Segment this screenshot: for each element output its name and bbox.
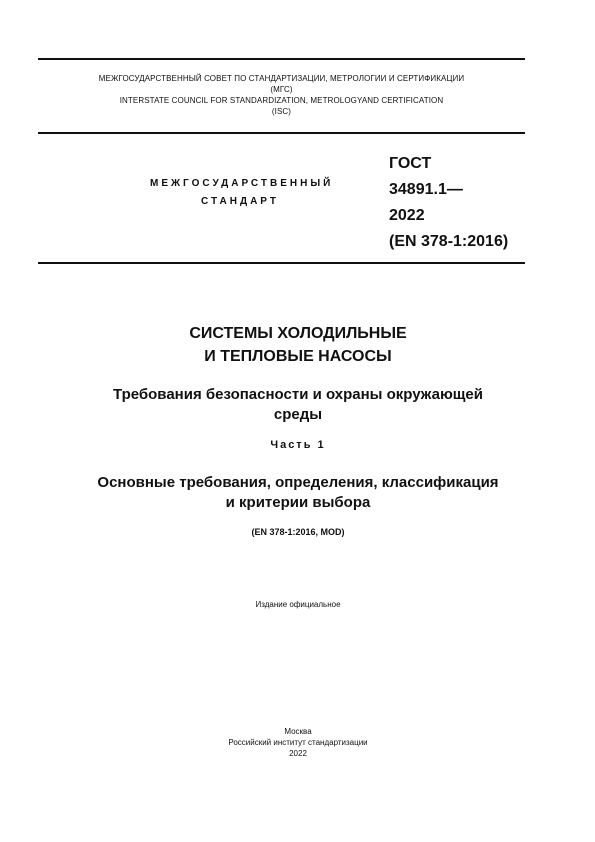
council-name-en: INTERSTATE COUNCIL FOR STANDARDIZATION, METROLOGYAND CERTIFICATION	[119, 96, 444, 105]
standard-label	[150, 175, 334, 211]
council-abbr-en: (ISC)	[271, 107, 292, 116]
imprint-publisher: Российский институт стандартизации	[228, 738, 368, 747]
header-divider	[38, 132, 525, 134]
main-title-line1: СИСТЕМЫ ХОЛОДИЛЬНЫЕ	[189, 325, 407, 342]
part-title-line2: и критерии выбора	[225, 494, 371, 511]
part-title-line1: Основные требования, определения, классификация	[97, 474, 499, 491]
designation-divider	[38, 262, 525, 264]
part-title	[24, 473, 572, 513]
gost-line1: ГОСТ	[389, 155, 432, 172]
main-title-line2: И ТЕПЛОВЫЕ НАСОСЫ	[204, 348, 392, 365]
subtitle-line1: Требования безопасности и охраны окружающей	[112, 386, 483, 403]
main-title	[38, 322, 558, 368]
gost-line2: 34891.1—	[389, 181, 463, 198]
council-name-ru: МЕЖГОСУДАРСТВЕННЫЙ СОВЕТ ПО СТАНДАРТИЗАЦИИ, МЕТРОЛОГИИ И СЕРТИФИКАЦИИ	[98, 74, 465, 83]
standard-label-line2: СТАНДАРТ	[201, 196, 279, 207]
imprint-year: 2022	[289, 749, 307, 758]
subtitle	[38, 385, 558, 425]
council-header	[38, 73, 525, 117]
gost-designation	[389, 151, 539, 255]
subtitle-line2: среды	[273, 406, 323, 423]
imprint	[38, 726, 558, 759]
part-number: Часть 1	[270, 439, 326, 451]
gost-line4: (EN 378-1:2016)	[389, 233, 509, 250]
imprint-city: Москва	[284, 727, 312, 736]
edition-note: Издание официальное	[255, 600, 341, 609]
top-rule	[38, 58, 525, 60]
standard-reference: (EN 378-1:2016, MOD)	[251, 527, 345, 537]
gost-line3: 2022	[389, 207, 425, 224]
council-abbr-ru: (МГС)	[270, 85, 293, 94]
standard-label-line1: МЕЖГОСУДАРСТВЕННЫЙ	[150, 178, 334, 189]
